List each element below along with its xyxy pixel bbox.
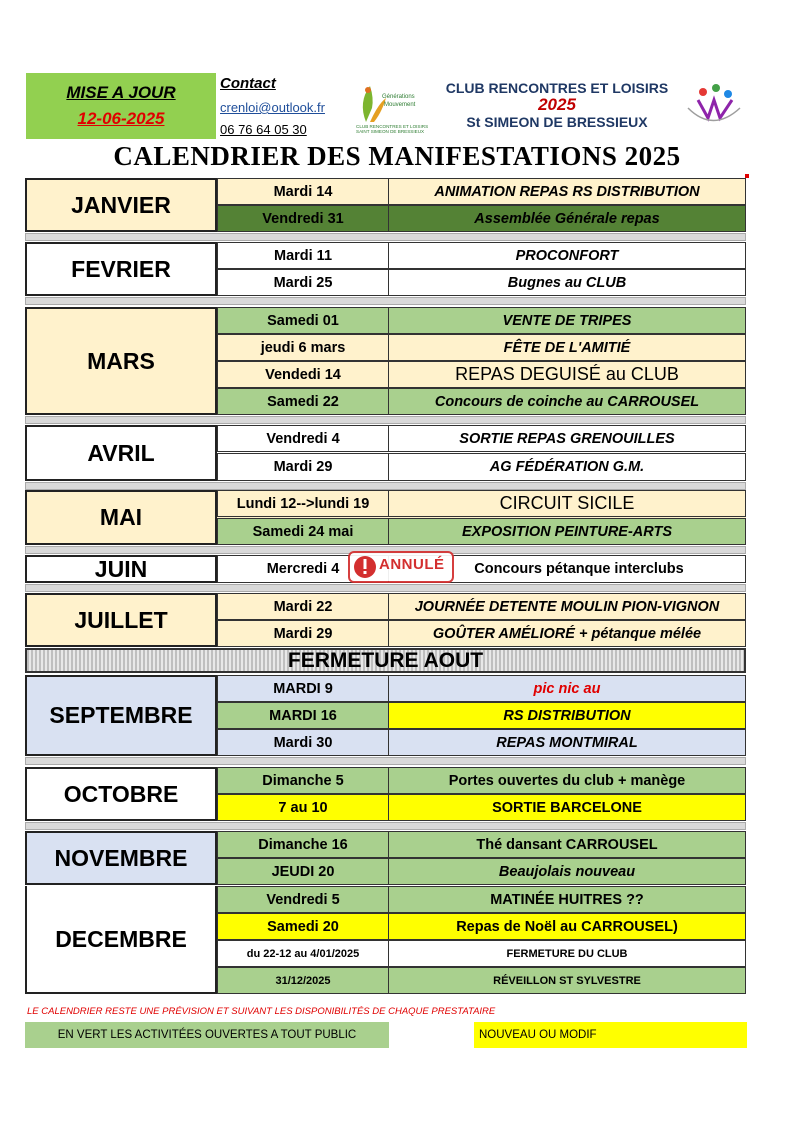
event-row (217, 555, 746, 583)
event-row (217, 518, 746, 545)
event-date: Vendredi 4 (218, 426, 389, 451)
page-title: CALENDRIER DES MANIFESTATIONS 2025 (113, 141, 681, 171)
svg-text:Mouvement: Mouvement (384, 102, 416, 108)
event-title: Concours de coinche au CARROUSEL (434, 393, 700, 410)
event-title: CIRCUIT SICILE (499, 493, 635, 513)
month-name: FEVRIER (25, 242, 217, 296)
logo-title: CLUB RENCONTRES ET LOISIRS (445, 80, 669, 96)
event-date: Mardi 22 (218, 594, 389, 619)
event-row (217, 307, 746, 334)
separator (25, 482, 746, 490)
event-date: Lundi 12-->lundi 19 (218, 491, 389, 516)
event-row (217, 269, 746, 296)
event-row (217, 831, 746, 858)
event-row (217, 361, 746, 388)
event-date: Mardi 11 (218, 243, 389, 268)
event-row (217, 886, 746, 913)
event-row (217, 453, 746, 481)
svg-text:SAINT SIMEON DE BRESSIEUX: SAINT SIMEON DE BRESSIEUX (356, 129, 425, 134)
event-title: REPAS DEGUISÉ au CLUB (455, 364, 679, 384)
event-title: AG FÉDÉRATION G.M. (489, 459, 645, 475)
logo-year: 2025 (538, 95, 576, 114)
footer-note: LE CALENDRIER RESTE UNE PRÉVISION ET SUIVANT LES DISPONIBILITÉS DE CHAQUE PRESTATAIRE (27, 1006, 496, 1017)
event-row (217, 490, 746, 517)
update-box (26, 73, 216, 139)
event-date: Vendredi 31 (218, 206, 389, 231)
club-logo (348, 78, 746, 134)
event-date: Dimanche 5 (218, 768, 389, 793)
update-label: MISE A JOUR (66, 83, 176, 102)
event-row (217, 913, 746, 940)
event-title: Beaujolais nouveau (498, 863, 636, 880)
month-name: JANVIER (25, 178, 217, 232)
month-novembre (25, 831, 746, 885)
event-title: FERMETURE DU CLUB (506, 947, 628, 960)
month-juillet (25, 593, 746, 647)
event-date: jeudi 6 mars (218, 335, 389, 360)
svg-text:Générations: Générations (382, 94, 415, 100)
event-row (217, 794, 746, 821)
legend-yellow: NOUVEAU OU MODIF (474, 1022, 747, 1048)
event-date: MARDI 9 (218, 676, 389, 701)
event-date: du 22-12 au 4/01/2025 (218, 941, 389, 966)
event-title: RÉVEILLON ST SYLVESTRE (493, 974, 641, 987)
separator (25, 233, 746, 241)
month-name: MARS (25, 307, 217, 415)
event-title: JOURNÉE DETENTE MOULIN PION-VIGNON (414, 598, 720, 615)
event-row (217, 178, 746, 205)
separator (25, 584, 746, 592)
event-date: Samedi 22 (218, 389, 389, 414)
cancelled-label: ANNULÉ (379, 556, 445, 573)
event-title: pic nic au (533, 680, 601, 697)
event-title: PROCONFORT (515, 247, 619, 264)
event-date: 31/12/2025 (218, 968, 389, 993)
event-date: JEUDI 20 (218, 859, 389, 884)
separator (25, 757, 746, 765)
event-date: MARDI 16 (218, 703, 389, 728)
event-row (217, 334, 746, 361)
month-octobre (25, 767, 746, 821)
event-title: ANIMATION REPAS RS DISTRIBUTION (434, 183, 700, 200)
event-title: Assemblée Générale repas (474, 210, 660, 227)
event-title: VENTE DE TRIPES (502, 312, 632, 329)
event-title: Portes ouvertes du club + manège (448, 772, 686, 789)
event-date: Samedi 20 (218, 914, 389, 939)
event-title: SORTIE BARCELONE (492, 799, 642, 816)
event-date: Vendredi 5 (218, 887, 389, 912)
month-fevrier (25, 242, 746, 296)
contact-title: Contact (220, 75, 276, 92)
separator (25, 822, 746, 830)
event-row (217, 940, 746, 967)
month-janvier (25, 178, 746, 232)
month-name: NOVEMBRE (25, 831, 217, 885)
event-date: Samedi 24 mai (218, 519, 389, 544)
contact-email-link[interactable]: crenloi@outlook.fr (220, 100, 325, 115)
event-row (217, 767, 746, 794)
event-row (217, 967, 746, 994)
update-date: 12-06-2025 (77, 109, 165, 128)
event-title: FÊTE DE L'AMITIÉ (503, 339, 631, 356)
event-date: Mardi 29 (218, 621, 389, 646)
cancelled-stamp (347, 550, 455, 584)
event-date: Dimanche 16 (218, 832, 389, 857)
event-title: EXPOSITION PEINTURE-ARTS (461, 523, 672, 540)
event-row (217, 729, 746, 756)
month-name: JUIN (25, 555, 217, 583)
event-title: Repas de Noël au CARROUSEL) (456, 918, 678, 935)
separator (25, 416, 746, 424)
event-date: Samedi 01 (218, 308, 389, 333)
contact-phone: 06 76 64 05 30 (220, 122, 307, 137)
event-row (217, 702, 746, 729)
event-title: RS DISTRIBUTION (389, 703, 745, 728)
event-date: Mardi 14 (218, 179, 389, 204)
separator (25, 297, 746, 305)
logo-subtitle: St SIMEON DE BRESSIEUX (466, 114, 648, 130)
event-row (217, 593, 746, 620)
legend-green: EN VERT LES ACTIVITÉES OUVERTES A TOUT PUBLIC (25, 1022, 389, 1048)
event-date: Mercredi 4 (218, 556, 389, 582)
contact-block (220, 75, 350, 137)
event-title: REPAS MONTMIRAL (496, 734, 638, 751)
event-row (217, 388, 746, 415)
event-title: GOÛTER AMÉLIORÉ + pétanque mélée (432, 625, 702, 642)
month-name: OCTOBRE (25, 767, 217, 821)
month-name: MAI (25, 490, 217, 545)
event-row (217, 620, 746, 647)
svg-text:CLUB RENCONTRES ET LOISIRS: CLUB RENCONTRES ET LOISIRS (356, 124, 429, 129)
month-septembre (25, 675, 746, 756)
month-decembre (25, 886, 746, 994)
event-date: Mardi 25 (218, 270, 389, 295)
event-title: Bugnes au CLUB (507, 274, 627, 291)
event-date: 7 au 10 (218, 795, 389, 820)
closure-banner-august: FERMETURE AOUT (25, 648, 746, 673)
event-title: MATINÉE HUITRES ?? (490, 891, 644, 908)
event-row (217, 675, 746, 702)
event-date: Mardi 30 (218, 730, 389, 755)
event-title: Thé dansant CARROUSEL (476, 836, 658, 853)
month-name: SEPTEMBRE (25, 675, 217, 756)
month-mars (25, 307, 746, 415)
event-row (217, 425, 746, 452)
month-name: JUILLET (25, 593, 217, 647)
month-avril (25, 425, 746, 481)
event-title: Concours pétanque interclubs (474, 561, 684, 577)
month-name: DECEMBRE (25, 886, 217, 994)
event-row (217, 242, 746, 269)
event-row (217, 858, 746, 885)
event-date: Mardi 29 (218, 454, 389, 480)
month-mai (25, 490, 746, 545)
event-row (217, 205, 746, 232)
month-name: AVRIL (25, 425, 217, 481)
event-date: Vendedi 14 (218, 362, 389, 387)
event-title: SORTIE REPAS GRENOUILLES (459, 430, 675, 447)
